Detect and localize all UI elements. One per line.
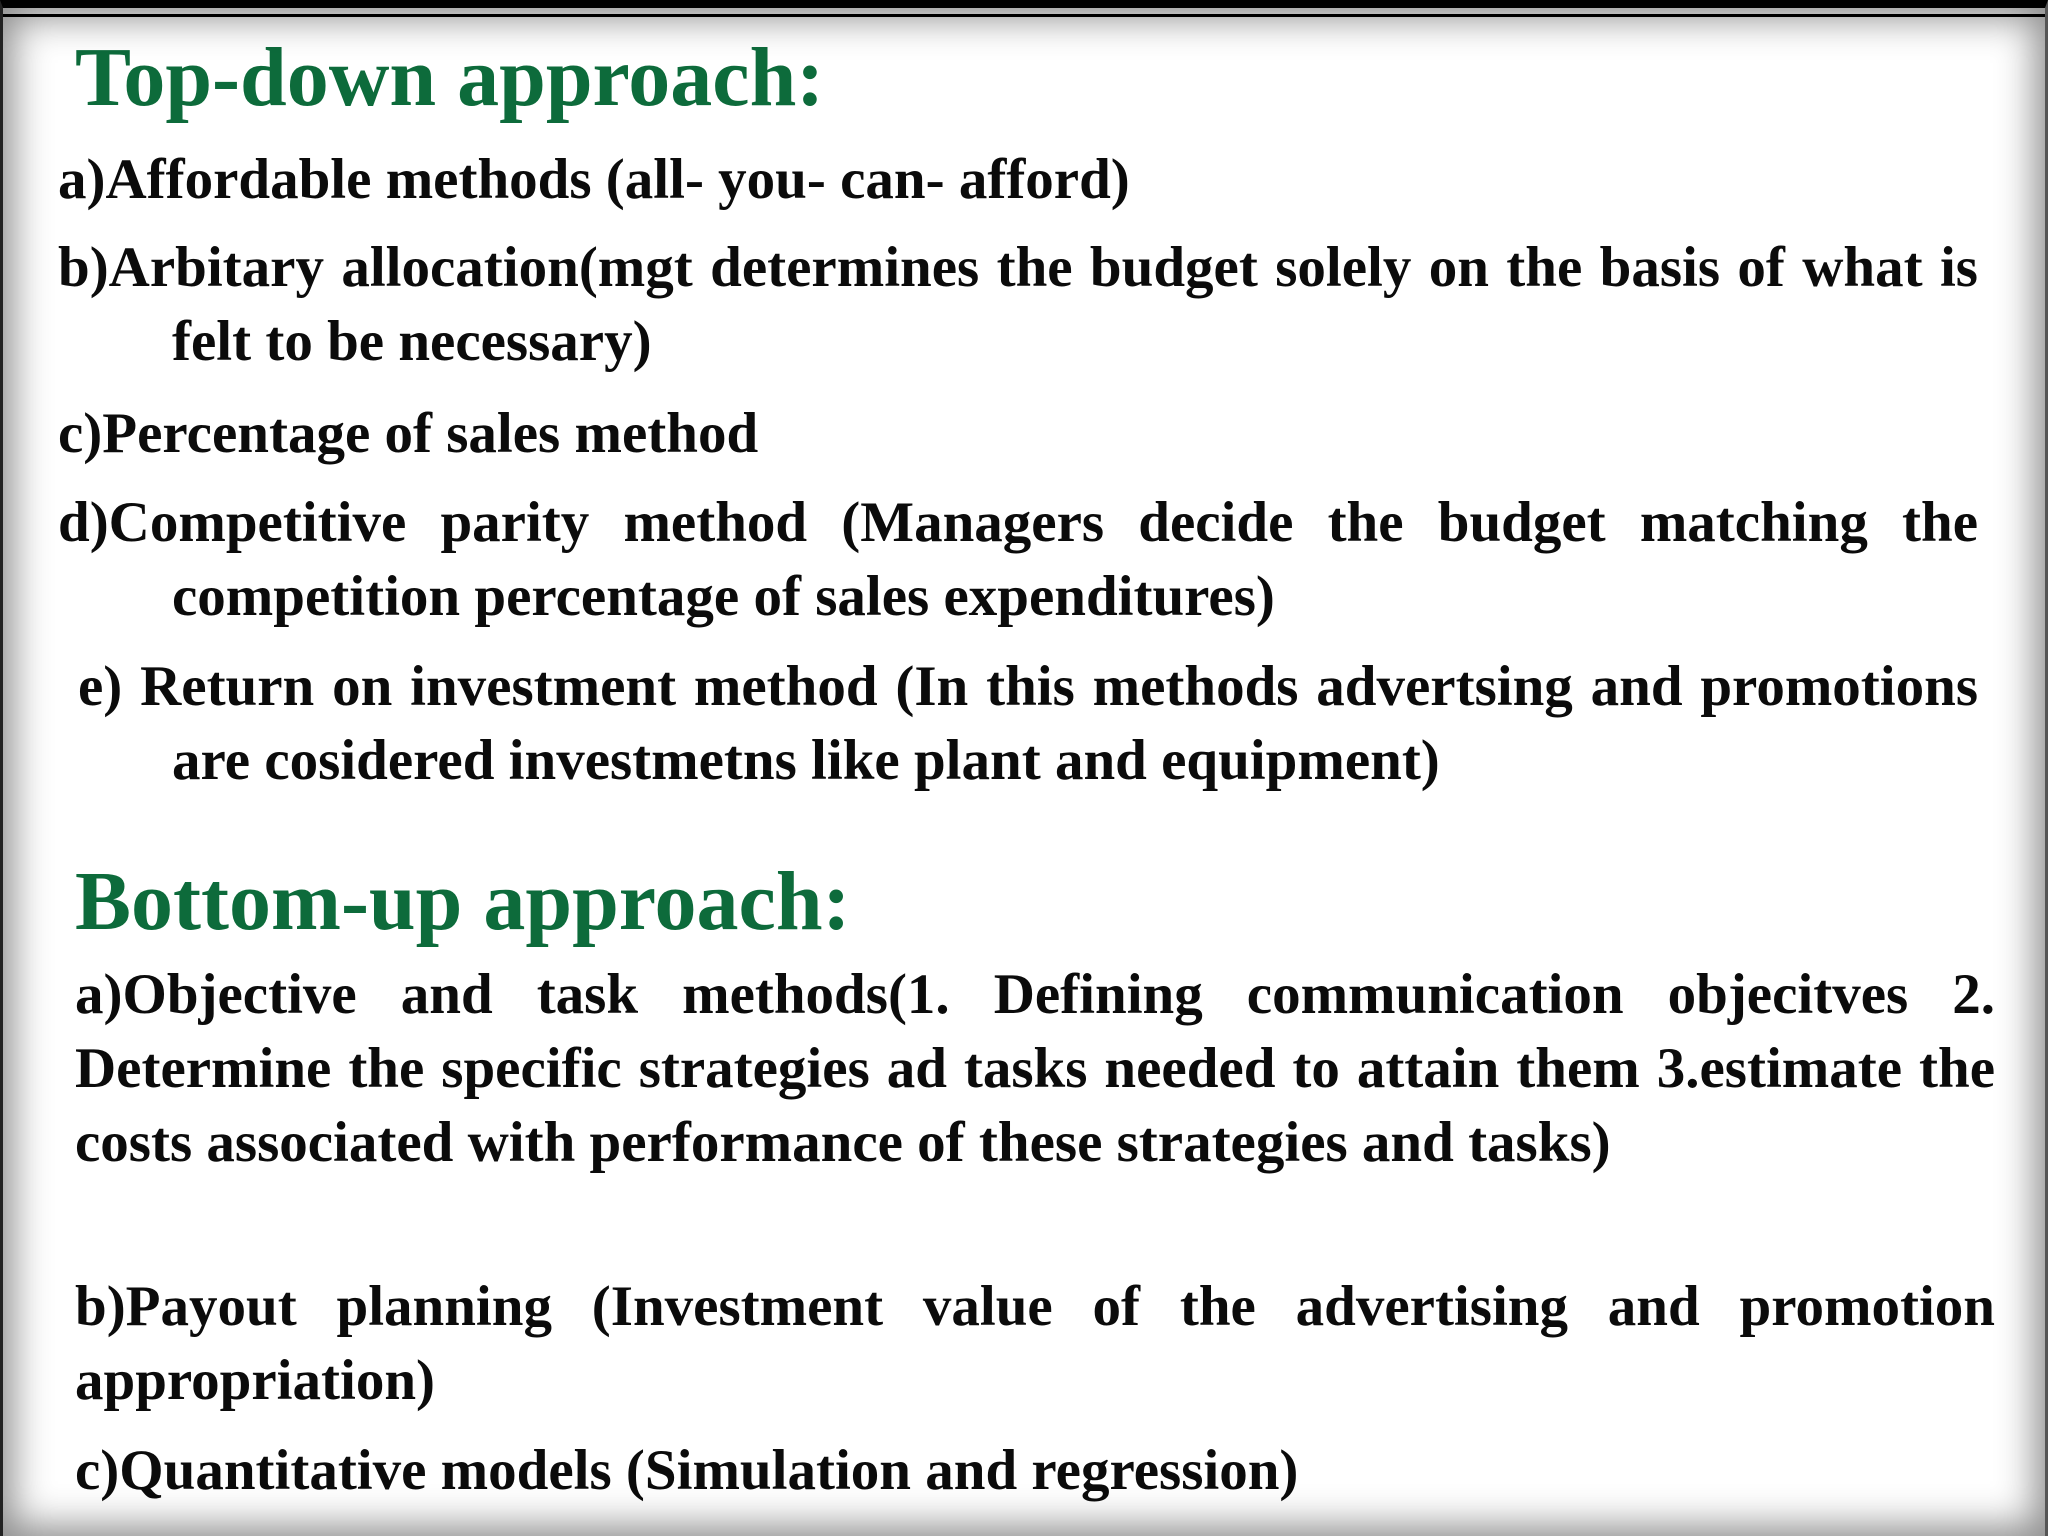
top-down-item-c: c)Percentage of sales method [58,402,759,465]
top-down-item-b: b)Arbitary allocation(mgt determines the budget solely on the basis of what is felt to be necessary) [58,236,1978,373]
bottom-up-item-b: b)Payout planning (Investment value of the advertising and promotion appropriation) [75,1275,1995,1412]
top-border-rule [3,14,2045,17]
top-down-item-a: a)Affordable methods (all- you- can- afford) [58,148,1130,211]
bottom-up-item-c: c)Quantitative models (Simulation and regression) [75,1439,1299,1502]
bottom-up-item-a: a)Objective and task methods(1. Defining communication objecitves 2. Determine the specific strategies ad tasks needed to attain them 3.estimate the costs associated with performance of these strategies and tasks) [75,963,1995,1174]
top-down-item-e: e) Return on investment method (In this methods advertsing and promotions are cosidered investmetns like plant and equipment) [78,655,1978,792]
bottom-up-heading: Bottom-up approach: [75,855,851,948]
top-down-item-d: d)Competitive parity method (Managers decide the budget matching the competition percentage of sales expenditures) [58,491,1978,628]
top-down-heading: Top-down approach: [75,31,825,124]
